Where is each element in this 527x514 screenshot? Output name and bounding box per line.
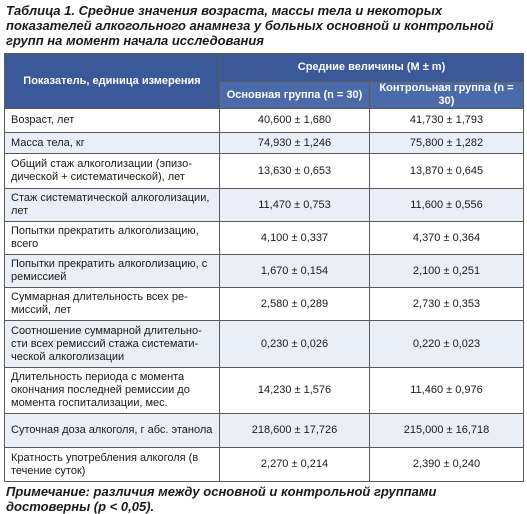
header-group: Средние величины (M ± m) [220,54,524,82]
control-group-value: 0,220 ± 0,023 [370,321,524,368]
row-label: Попытки прекратить алкоголизацию, всего [5,222,220,255]
main-group-value: 13,630 ± 0,653 [220,154,370,189]
row-label: Суточная доза алкоголя, г абс. этанола [5,414,220,448]
main-group-value: 1,670 ± 0,154 [220,255,370,288]
row-label: Суммарная длительность всех ремиссий, лет [5,288,220,321]
table-row [5,255,524,288]
table-row [5,321,524,368]
table-row [5,288,524,321]
row-label: Кратность употребления алкоголя (в течение суток) [5,448,220,482]
data-table [4,53,524,482]
main-group-value: 11,470 ± 0,753 [220,189,370,222]
control-group-value: 2,390 ± 0,240 [370,448,524,482]
control-group-value: 2,100 ± 0,251 [370,255,524,288]
main-group-value: 2,270 ± 0,214 [220,448,370,482]
row-label: Стаж систематической алкоголизации, лет [5,189,220,222]
main-group-value: 14,230 ± 1,576 [220,368,370,414]
main-group-value: 4,100 ± 0,337 [220,222,370,255]
table-row [5,414,524,448]
control-group-value: 2,730 ± 0,353 [370,288,524,321]
header-control-group: Контрольная группа (n = 30) [370,82,524,109]
row-label: Попытки прекратить алкоголизацию, с ремиссией [5,255,220,288]
main-group-value: 74,930 ± 1,246 [220,133,370,154]
control-group-value: 75,800 ± 1,282 [370,133,524,154]
row-label: Соотношение суммарной длительности всех ремиссий стажа систематической алкоголизации [5,321,220,368]
table-row [5,133,524,154]
table-caption: Таблица 1. Средние значения возраста, массы тела и некоторых показателей алкогольного анамнеза у больных основной и контрольной групп на момент начала исследования [6,3,494,48]
header-main-group: Основная группа (n = 30) [220,82,370,109]
table-row [5,368,524,414]
main-group-value: 218,600 ± 17,726 [220,414,370,448]
row-label: Длительность периода с момента окончания последней ремиссии до момента госпитализации, мес. [5,368,220,414]
table-row [5,109,524,133]
control-group-value: 4,370 ± 0,364 [370,222,524,255]
control-group-value: 41,730 ± 1,793 [370,109,524,133]
table-row [5,154,524,189]
control-group-value: 13,870 ± 0,645 [370,154,524,189]
control-group-value: 215,000 ± 16,718 [370,414,524,448]
main-group-value: 0,230 ± 0,026 [220,321,370,368]
table-row [5,448,524,482]
main-group-value: 2,580 ± 0,289 [220,288,370,321]
row-label: Общий стаж алкоголизации (эпизодической + систематической), лет [5,154,220,189]
header-indicator: Показатель, единица измерения [5,54,220,109]
table-row [5,222,524,255]
table-row [5,189,524,222]
control-group-value: 11,460 ± 0,976 [370,368,524,414]
row-label: Масса тела, кг [5,133,220,154]
main-group-value: 40,600 ± 1,680 [220,109,370,133]
row-label: Возраст, лет [5,109,220,133]
control-group-value: 11,600 ± 0,556 [370,189,524,222]
table-note: Примечание: различия между основной и контрольной группами достоверны (р < 0,05). [6,484,437,514]
